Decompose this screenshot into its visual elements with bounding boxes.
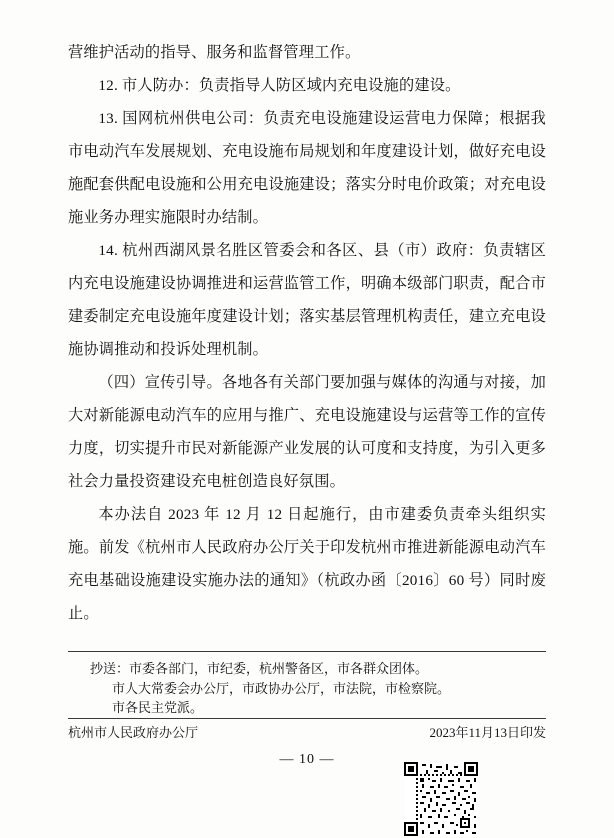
distribution-line: 市各民主党派。 <box>112 700 204 715</box>
page-number: — 10 — <box>279 752 335 767</box>
paragraph-effective-date: 本办法自 2023 年 12 月 12 日起施行，由市建委负责牵头组织实施。前发《杭州市人民政府办公厅关于印发杭州市推进新能源电动汽车充电基础设施建设实施办法的通知》（杭政办函〔2016〕60 号）同时废止。 <box>68 506 546 622</box>
paragraph-section-four: （四）宣传引导。各地各有关部门要加强与媒体的沟通与对接，加大对新能源电动汽车的应用与推广、充电设施建设与运营等工作的宣传力度，切实提升市民对新能源产业发展的认可度和支持度，为引入更多社会力量投资建设充电桩创造良好氛围。 <box>68 374 546 490</box>
footer-meta <box>68 724 546 742</box>
paragraph-item-14: 14. 杭州西湖风景名胜区管委会和各区、县（市）政府：负责辖区内充电设施建设协调推进和运营监管工作，明确本级部门职责，配合市建委制定充电设施年度建设计划；落实基层管理机构责任，建立充电设施协调推动和投诉处理机制。 <box>68 242 546 358</box>
paragraph-continued: 营维护活动的指导、服务和监督管理工作。 <box>68 44 361 61</box>
distribution-line: 市人大常委会办公厅，市政协办公厅，市法院，市检察院。 <box>112 680 451 696</box>
distribution-line: 抄送：市委各部门，市纪委，杭州警备区，市各群众团体。 <box>90 661 429 676</box>
distribution-list <box>68 659 546 718</box>
paragraph-item-13: 13. 国网杭州供电公司：负责充电设施建设运营电力保障；根据我市电动汽车发展规划、充电设施布局规划和年度建设计划，做好充电设施配套供配电设施和公用充电设施建设；落实分时电价政策；对充电设施业务办理实施限时办结制。 <box>68 110 546 226</box>
document-body <box>68 36 546 630</box>
paragraph-item-12: 12. 市人防办：负责指导人防区域内充电设施的建设。 <box>98 77 461 94</box>
footer-divider-bottom <box>68 718 546 719</box>
issuing-office: 杭州市人民政府办公厅 <box>68 725 199 740</box>
qr-code <box>404 762 478 836</box>
footer-divider-top <box>68 651 546 652</box>
print-date: 2023年11月13日印发 <box>429 725 546 740</box>
